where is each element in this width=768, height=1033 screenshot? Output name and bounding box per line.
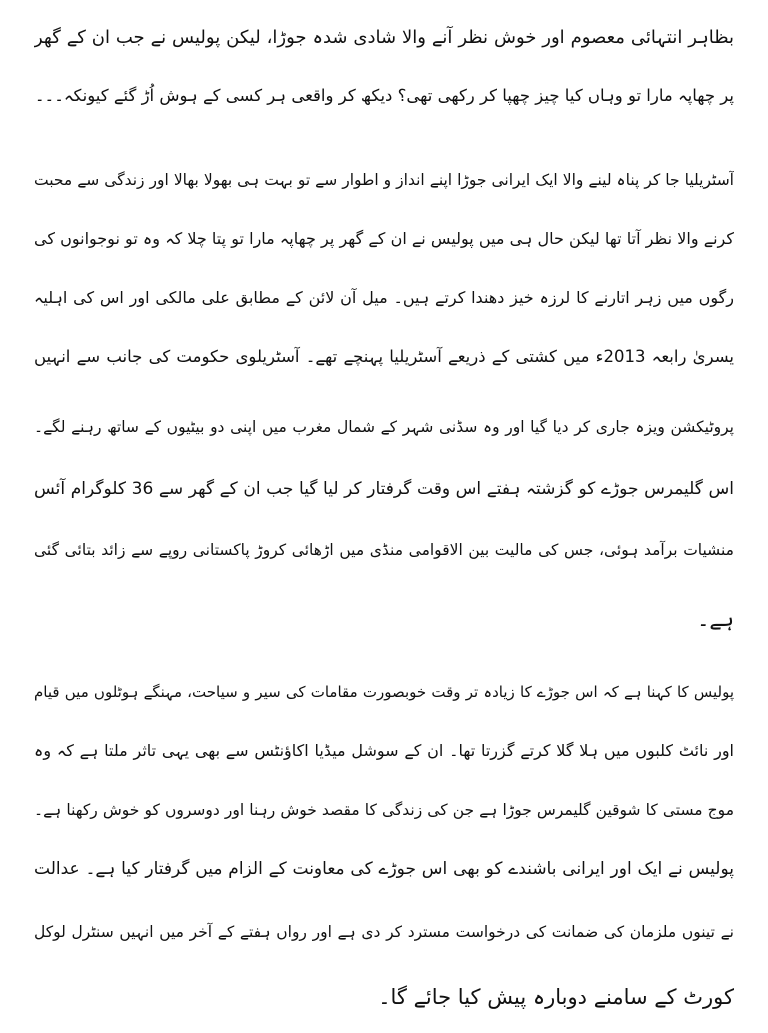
- article-line: کرنے والا نظر آتا تھا لیکن حال ہی میں پولیس نے ان کے گھر پر چھاپہ مارا تو پتا چلا کہ وہ تو نوجوانوں کی: [34, 229, 734, 248]
- article-line: نے تینوں ملزمان کی ضمانت کی درخواست مسترد کر دی ہے اور رواں ہفتے کے آخر میں انہیں سنٹرل لوکل: [34, 923, 734, 941]
- article-line: ہے۔: [697, 607, 734, 631]
- article-line: رگوں میں زہر اتارنے کا لرزہ خیز دھندا کرتے ہیں۔ میل آن لائن کے مطابق علی مالکی اور اس کی اہلیہ: [34, 288, 734, 307]
- article-line: اور نائٹ کلبوں میں ہلا گلا کرتے گزرتا تھا۔ ان کے سوشل میڈیا اکاؤنٹس سے بھی یہی تاثر ملتا ہے کہ وہ: [34, 741, 734, 760]
- article-line: آسٹریلیا جا کر پناہ لینے والا ایک ایرانی جوڑا اپنے انداز و اطوار سے تو بہت ہی بھولا بھالا اور زندگی سے محبت: [34, 171, 734, 189]
- article-line: موج مستی کا شوقین گلیمرس جوڑا ہے جن کی زندگی کا مقصد خوش رہنا اور دوسروں کو خوش رکھنا ہے۔: [34, 801, 734, 819]
- article-line: پولیس کا کہنا ہے کہ اس جوڑے کا زیادہ تر وقت خوبصورت مقامات کی سیر و سیاحت، مہنگے ہوٹلوں میں قیام: [34, 683, 734, 701]
- article-line: پولیس نے ایک اور ایرانی باشندے کو بھی اس جوڑے کی معاونت کے الزام میں گرفتار کیا ہے۔ عدالت: [34, 859, 734, 879]
- article-line: پروٹیکشن ویزہ جاری کر دیا گیا اور وہ سڈنی شہر کے شمال مغرب میں اپنی دو بیٹیوں کے ساتھ رہنے لگے۔: [34, 418, 734, 436]
- article-line: پر چھاپہ مارا تو وہاں کیا چیز چھپا کر رکھی تھی؟ دیکھ کر واقعی ہر کسی کے ہوش اُڑ گئے کیونکہ۔۔۔: [34, 86, 734, 105]
- article-line: کورٹ کے سامنے دوبارہ پیش کیا جائے گا۔: [378, 985, 734, 1009]
- article-line: منشیات برآمد ہوئی، جس کی مالیت بین الاقوامی منڈی میں اڑھائی کروڑ پاکستانی روپے سے زائد بتائی گئی: [34, 541, 734, 559]
- article-line: یسریٰ رابعہ 2013ء میں کشتی کے ذریعے آسٹریلیا پہنچے تھے۔ آسٹریلوی حکومت کی جانب سے انہیں: [34, 347, 734, 366]
- article-line: اس گلیمرس جوڑے کو گزشتہ ہفتے اس وقت گرفتار کر لیا گیا جب ان کے گھر سے 36 کلوگرام آئس: [34, 479, 734, 499]
- article-line: بظاہر انتہائی معصوم اور خوش نظر آنے والا شادی شدہ جوڑا، لیکن پولیس نے جب ان کے گھر: [34, 27, 734, 48]
